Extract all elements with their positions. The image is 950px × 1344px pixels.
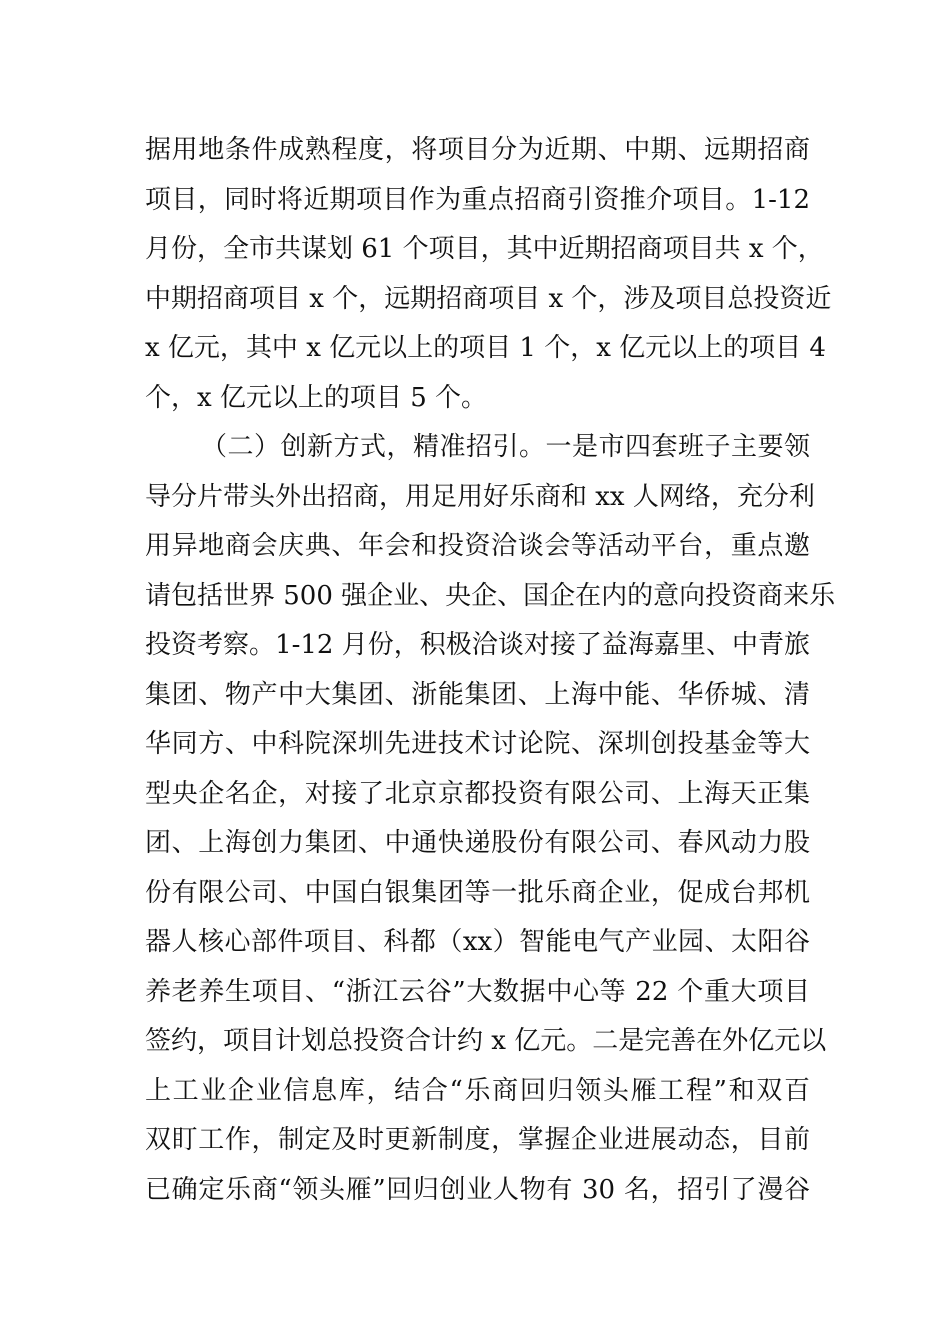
text-line: 投资考察。1-12 月份，积极洽谈对接了益海嘉里、中青旅	[145, 630, 810, 660]
text-line: 上工业企业信息库，结合“乐商回归领头雁工程”和双百	[145, 1075, 810, 1106]
text-line: 份有限公司、中国白银集团等一批乐商企业，促成台邦机	[145, 877, 810, 908]
text-line: 型央企名企，对接了北京京都投资有限公司、上海天正集	[145, 778, 810, 809]
text-line: 团、上海创力集团、中通快递股份有限公司、春风动力股	[145, 828, 810, 858]
text-line: 导分片带头外出招商，用足用好乐商和 xx 人网络，充分利	[145, 481, 815, 512]
text-line: 个，x 亿元以上的项目 5 个。	[145, 382, 487, 413]
text-line: 养老养生项目、“浙江云谷”大数据中心等 22 个重大项目	[145, 976, 810, 1007]
text-line: （二）创新方式，精准招引。一是市四套班子主要领	[201, 432, 810, 462]
text-line: 已确定乐商“领头雁”回归创业人物有 30 名，招引了漫谷	[145, 1174, 810, 1205]
text-line: 集团、物产中大集团、浙能集团、上海中能、华侨城、清	[145, 679, 810, 710]
text-line: 据用地条件成熟程度，将项目分为近期、中期、远期招商	[145, 135, 810, 165]
text-line: 用异地商会庆典、年会和投资洽谈会等活动平台，重点邀	[145, 531, 810, 561]
text-line: 中期招商项目 x 个，远期招商项目 x 个，涉及项目总投资近	[145, 283, 832, 314]
paragraph-innovation-methods	[145, 423, 836, 1215]
text-line: 请包括世界 500 强企业、央企、国企在内的意向投资商来乐	[145, 580, 836, 611]
text-line: 项目，同时将近期项目作为重点招商引资推介项目。1-12	[145, 184, 810, 215]
text-line: 签约，项目计划总投资合计约 x 亿元。二是完善在外亿元以	[145, 1026, 827, 1056]
text-line: 双盯工作，制定及时更新制度，掌握企业进展动态，目前	[145, 1125, 810, 1155]
text-line: 华同方、中科院深圳先进技术讨论院、深圳创投基金等大	[145, 729, 810, 759]
text-line: 器人核心部件项目、科都（xx）智能电气产业园、太阳谷	[145, 927, 810, 957]
paragraph-land-conditions	[145, 126, 832, 423]
text-line: x 亿元，其中 x 亿元以上的项目 1 个，x 亿元以上的项目 4	[145, 333, 826, 363]
text-line: 月份，全市共谋划 61 个项目，其中近期招商项目共 x 个，	[145, 234, 824, 264]
